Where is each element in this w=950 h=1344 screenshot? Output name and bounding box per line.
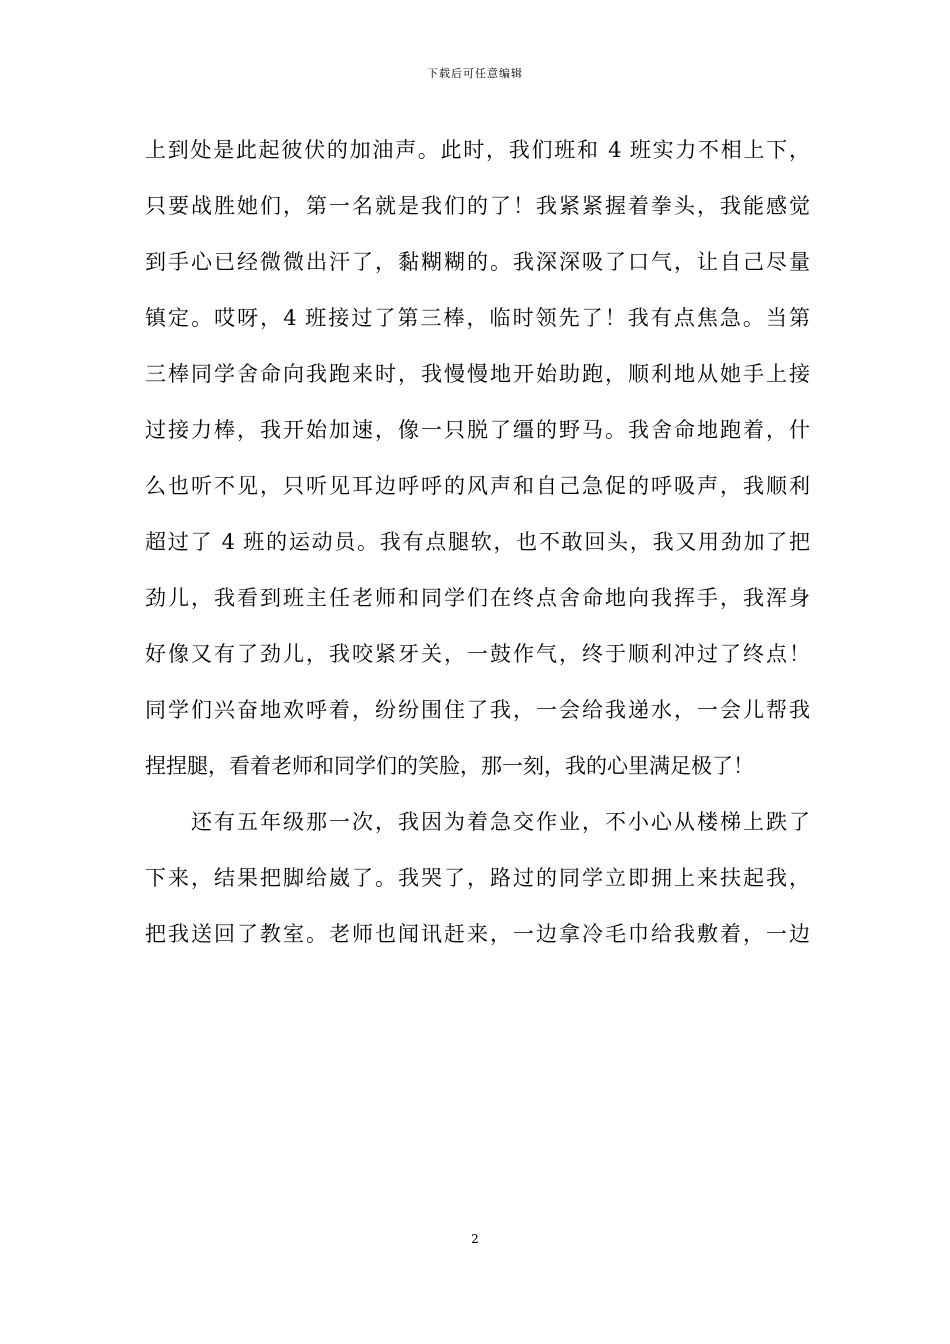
page-header: 下载后可任意编辑 — [427, 67, 523, 80]
text-line: 超过了 4 班的运动员。我有点腿软，也不敢回头，我又用劲加了把 — [145, 530, 810, 554]
text-line: 同学们兴奋地欢呼着，纷纷围住了我，一会给我递水，一会儿帮我 — [145, 698, 810, 722]
paragraph-1 — [145, 128, 810, 800]
paragraph-2 — [145, 800, 810, 968]
text-line: 下来，结果把脚给崴了。我哭了，路过的同学立即拥上来扶起我， — [145, 866, 810, 890]
text-line: 还有五年级那一次，我因为着急交作业，不小心从楼梯上跌了 — [191, 810, 810, 834]
text-line: 好像又有了劲儿，我咬紧牙关，一鼓作气，终于顺利冲过了终点！ — [145, 642, 810, 666]
text-line: 把我送回了教室。老师也闻讯赶来，一边拿冷毛巾给我敷着，一边 — [145, 922, 810, 946]
text-line: 只要战胜她们，第一名就是我们的了！我紧紧握着拳头，我能感觉 — [145, 194, 810, 218]
text-line: 镇定。哎呀，4 班接过了第三棒，临时领先了！我有点焦急。当第 — [145, 306, 810, 330]
text-line: 三棒同学舍命向我跑来时，我慢慢地开始助跑，顺利地从她手上接 — [145, 362, 810, 386]
text-line: 捏捏腿，看着老师和同学们的笑脸，那一刻，我的心里满足极了！ — [145, 754, 754, 778]
document-body — [145, 128, 810, 968]
page-number: 2 — [471, 1232, 479, 1246]
text-line: 劲儿，我看到班主任老师和同学们在终点舍命地向我挥手，我浑身 — [145, 586, 810, 610]
text-line: 过接力棒，我开始加速，像一只脱了缰的野马。我舍命地跑着，什 — [145, 418, 810, 442]
text-line: 上到处是此起彼伏的加油声。此时，我们班和 4 班实力不相上下， — [145, 138, 810, 162]
text-line: 么也听不见，只听见耳边呼呼的风声和自己急促的呼吸声，我顺利 — [145, 474, 810, 498]
text-line: 到手心已经微微出汗了，黏糊糊的。我深深吸了口气，让自己尽量 — [145, 250, 810, 274]
